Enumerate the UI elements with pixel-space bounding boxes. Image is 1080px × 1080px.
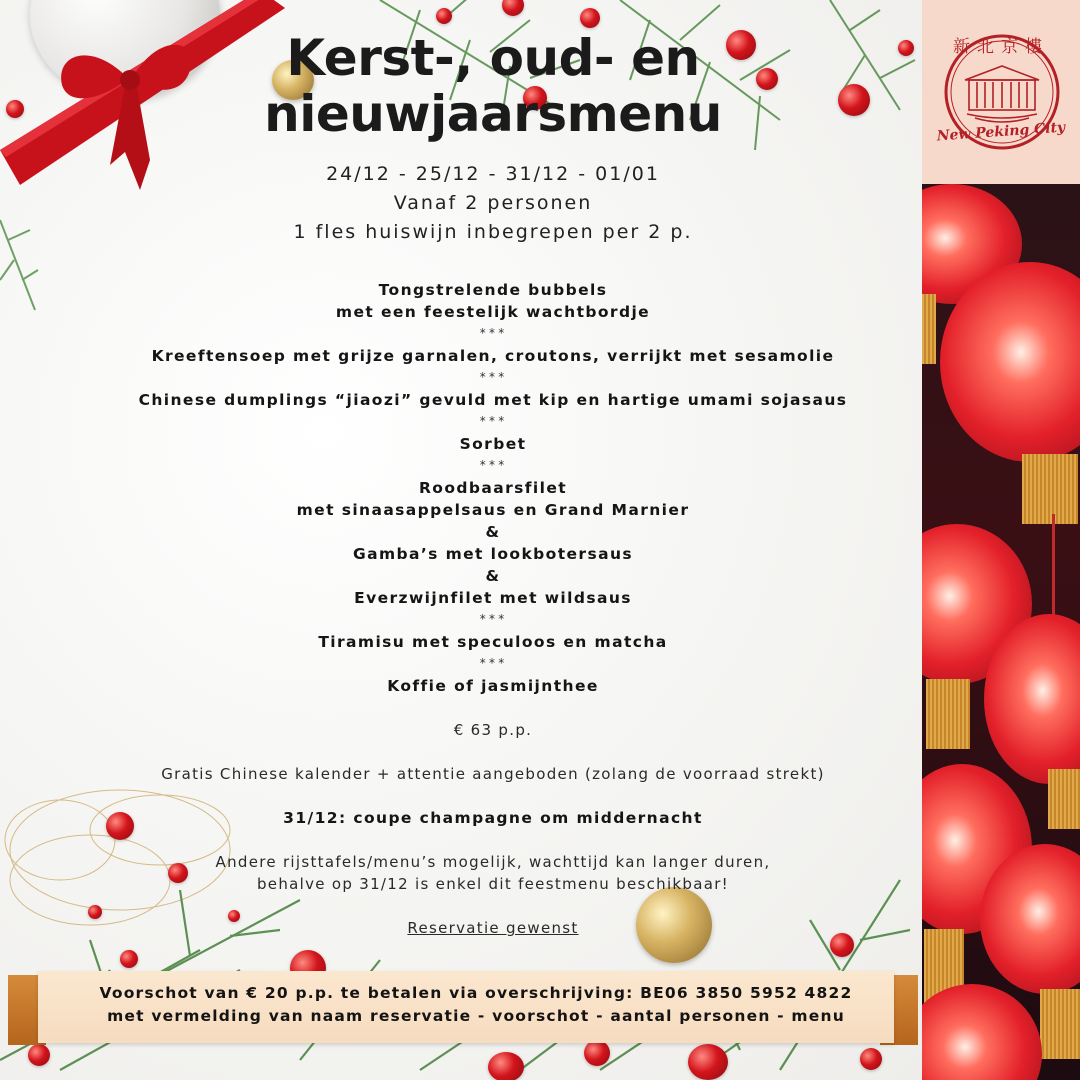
red-berry-icon [584, 1040, 610, 1066]
champagne-note: 31/12: coupe champagne om middernacht [283, 809, 703, 827]
tassel-icon [1022, 454, 1078, 524]
course-5-line-4: Everzwijnfilet met wildsaus [354, 589, 632, 607]
red-berry-icon [436, 8, 452, 24]
course-7: Koffie of jasmijnthee [387, 677, 599, 695]
course-1-line-2: met een feestelijk wachtbordje [335, 303, 651, 321]
course-separator: *** [479, 612, 507, 626]
page-title [60, 30, 926, 142]
red-berry-icon [580, 8, 600, 28]
tassel-icon [1040, 989, 1080, 1059]
course-2: Kreeftensoep met grijze garnalen, croutons, verrijkt met sesamolie [151, 347, 835, 365]
red-berry-icon [688, 1044, 728, 1080]
red-berry-icon [860, 1048, 882, 1070]
course-5-line-1: Roodbaarsfilet [418, 479, 568, 497]
course-separator: *** [479, 414, 507, 428]
gift-note: Gratis Chinese kalender + attentie aangeboden (zolang de voorraad strekt) [161, 765, 825, 783]
menu-dates: 24/12 - 25/12 - 31/12 - 01/01 [326, 163, 660, 185]
deposit-line-2: met vermelding van naam reservatie - voorschot - aantal personen - menu [107, 1007, 845, 1025]
lantern-photo [922, 184, 1080, 1080]
course-ampersand: & [485, 523, 501, 541]
course-separator: *** [479, 656, 507, 670]
course-separator: *** [479, 326, 507, 340]
red-berry-icon [88, 905, 102, 919]
menu-persons: Vanaf 2 personen [393, 192, 593, 214]
reservation-link[interactable]: Reservatie gewenst [407, 919, 579, 937]
tassel-icon [926, 679, 970, 749]
deposit-line-1: Voorschot van € 20 p.p. te betalen via overschrijving: BE06 3850 5952 4822 [99, 984, 853, 1002]
course-1-line-1: Tongstrelende bubbels [378, 281, 608, 299]
reservation-note [60, 919, 926, 937]
course-5-line-2: met sinaasappelsaus en Grand Marnier [296, 501, 690, 519]
other-menus-note-1: Andere rijsttafels/menu’s mogelijk, wachttijd kan langer duren, [215, 853, 771, 871]
course-3: Chinese dumplings “jiaozi” gevuld met kip en hartige umami sojasaus [138, 391, 848, 409]
red-berry-icon [6, 100, 24, 118]
pine-branch-bottom-icon [0, 860, 920, 1080]
course-separator: *** [479, 370, 507, 384]
course-separator: *** [479, 458, 507, 472]
title-line-1: Kerst-, oud- en [286, 29, 700, 87]
logo-latin-text: New Peking City [936, 119, 1066, 145]
menu-wine-info: 1 fles huiswijn inbegrepen per 2 p. [293, 221, 693, 243]
course-5-line-3: Gamba’s met lookbotersaus [352, 545, 634, 563]
menu-price: € 63 p.p. [453, 721, 533, 739]
title-line-2: nieuwjaarsmenu [264, 85, 722, 143]
tassel-icon [1048, 769, 1080, 829]
red-berry-icon [488, 1052, 524, 1080]
pine-branch-left-icon [0, 210, 40, 320]
course-6: Tiramisu met speculoos en matcha [318, 633, 668, 651]
course-4: Sorbet [459, 435, 527, 453]
other-menus-note-2: behalve op 31/12 is enkel dit feestmenu beschikbaar! [256, 875, 729, 893]
logo-chinese-text: 新北京樓 [953, 37, 1049, 57]
deposit-banner [8, 971, 920, 1043]
red-berry-icon [120, 950, 138, 968]
logo [922, 0, 1080, 184]
lantern-icon [922, 984, 1042, 1080]
course-ampersand: & [485, 567, 501, 585]
red-berry-icon [28, 1044, 50, 1066]
